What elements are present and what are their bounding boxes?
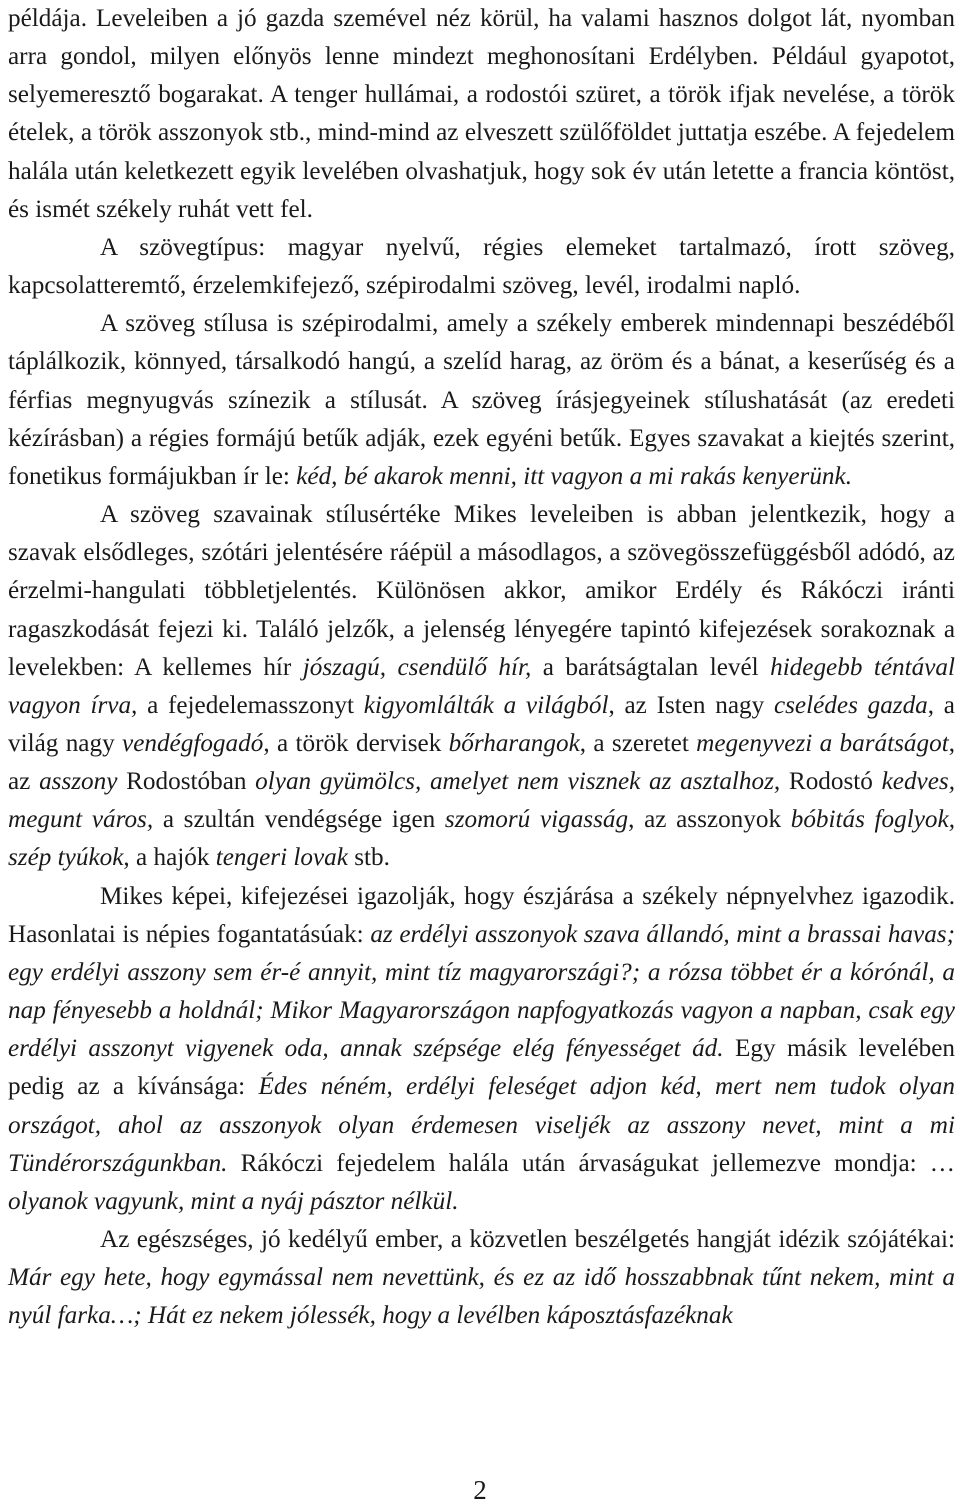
text-run: , a világ nagy xyxy=(8,691,955,757)
text-run: A szövegtípus: magyar nyelvű, régies elemeket tartalmazó, írott szöveg, kapcsolatteremtő, érzelemkifejező, szépirodalmi szöveg, levél, irodalmi napló. xyxy=(8,233,955,300)
italic-text-run: vendégfogadó xyxy=(122,729,264,757)
italic-text-run: olyan gyümölcs, amelyet nem visznek az asztalhoz, xyxy=(255,768,781,796)
text-run: , az xyxy=(8,729,955,796)
paragraph xyxy=(8,305,955,496)
italic-text-run: Édes néném, erdélyi feleséget adjon kéd, mert nem tudok olyan országot, ahol az asszonyok olyan érdemesen viseljék az asszony nevet, mint a mi Tündérországunkban. xyxy=(8,1073,955,1177)
paragraph xyxy=(8,1221,955,1335)
text-run: példája. Leveleiben a jó gazda szemével néz körül, ha valami hasznos dolgot lát, nyomban arra gondol, milyen előnyös lenne mindezt meghonosítani Erdélyben. Például gyapotot, selyemeresztő bogarakat. A tenger hullámai, a rodostói szüret, a török ifjak nevelése, a török ételek, a török asszonyok stb., mind-mind az elveszett szülőföldet juttatja eszébe. A fejedelem halála után keletkezett egyik levelében olvashatjuk, hogy sok év után letette a francia köntöst, és ismét székely ruhát vett fel. xyxy=(8,5,955,223)
italic-text-run: tengeri lovak xyxy=(215,844,348,872)
text-run: Rodostó xyxy=(780,768,882,796)
italic-text-run: jószagú, csendülő hír, xyxy=(302,653,532,681)
text-run: A szöveg stílusa is szépirodalmi, amely a székely emberek mindennapi beszédéből táplálkozik, könnyed, társalkodó hangú, a szelíd harag, az öröm és a bánat, a keserűség és a férfias megnyugvás színezik a stílusát. A szöveg írásjegyeinek stílushatását (az eredeti kézírásban) a régies formájú betűk adják, ezek egyéni betűk. Egyes szavakat a kiejtés szerint, fonetikus formájukban ír le: xyxy=(8,310,955,490)
paragraph xyxy=(8,0,955,229)
italic-text-run: szomorú vigasság xyxy=(444,806,629,834)
text-run: , a török dervisek xyxy=(263,729,449,757)
text-run: Az egészséges, jó kedélyű ember, a közvetlen beszélgetés hangját idézik szójátékai: xyxy=(100,1226,955,1253)
text-run: Mikes képei, kifejezései igazolják, hogy észjárása a székely népnyelvhez igazodik. Hasonlatai is népies fogantatásúak: xyxy=(8,882,955,948)
text-run: , az asszonyok xyxy=(628,806,791,834)
paragraph xyxy=(8,878,955,1221)
text-run: , az Isten nagy xyxy=(608,691,774,719)
paragraph xyxy=(8,229,955,305)
italic-text-run: cselédes gazda xyxy=(773,691,928,719)
text-run: a fejedelemasszonyt xyxy=(137,691,364,719)
italic-text-run: kedves, megunt város, xyxy=(8,768,956,834)
italic-text-run: bóbitás foglyok, szép tyúkok xyxy=(8,806,955,872)
italic-text-run: Már egy hete, hogy egymással nem nevettünk, és ez az idő hosszabbnak tűnt nekem, mint a nyúl farka…; Hát ez nekem jólessék, hogy a levélben káposztásfazéknak xyxy=(8,1264,955,1330)
italic-text-run: hidegebb téntával vagyon írva, xyxy=(8,653,955,719)
italic-text-run: kigyomlálták a világból xyxy=(363,691,609,719)
document-body xyxy=(8,0,955,1335)
italic-text-run: bőrharangok xyxy=(448,729,580,757)
text-run: Rákóczi fejedelem halála után árvaságukat jellemezve mondja: … xyxy=(227,1149,955,1177)
italic-text-run: megenyvezi a barátságot xyxy=(696,729,949,757)
italic-text-run: az erdélyi asszonyok szava állandó, mint a brassai havas; egy erdélyi asszony sem ér-é annyit, mint tíz magyarországi?; a rózsa többet ér a kórónál, a nap fényesebb a holdnál; Mikor Magyarországon napfogyatkozás vagyon a napban, csak egy erdélyi asszonyt vigyenek oda, annak szépsége elég fényességet ád. xyxy=(8,920,955,1063)
text-run: Rodostóban xyxy=(117,768,256,796)
text-run: , a hajók xyxy=(123,844,216,872)
italic-text-run: olyanok vagyunk, mint a nyáj pásztor nélkül. xyxy=(8,1187,459,1215)
italic-text-run: kéd, bé akarok menni, itt vagyon a mi rakás kenyerünk. xyxy=(296,462,852,490)
text-run: a szultán vendégsége igen xyxy=(153,806,445,834)
text-run: stb. xyxy=(347,844,390,872)
text-run: a barátságtalan levél xyxy=(531,653,771,681)
text-run: , a szeretet xyxy=(579,729,697,757)
page-number: 2 xyxy=(473,1475,487,1505)
text-run: A szöveg szavainak stílusértéke Mikes leveleiben is abban jelentkezik, hogy a szavak elsődleges, szótári jelentésére ráépül a másodlagos, a szövegösszefüggésből adódó, az érzelmi-hangulati többletjelentés. Különösen akkor, amikor Erdély és Rákóczi iránti ragaszkodását fejezi ki. Találó jelzők, a jelenség lényegére tapintó kifejezések sorakoznak a levelekben: A kellemes hír xyxy=(8,501,955,681)
paragraph xyxy=(8,496,955,878)
italic-text-run: asszony xyxy=(39,768,118,796)
text-run: Egy másik levelében pedig az a kívánsága: xyxy=(8,1035,956,1101)
